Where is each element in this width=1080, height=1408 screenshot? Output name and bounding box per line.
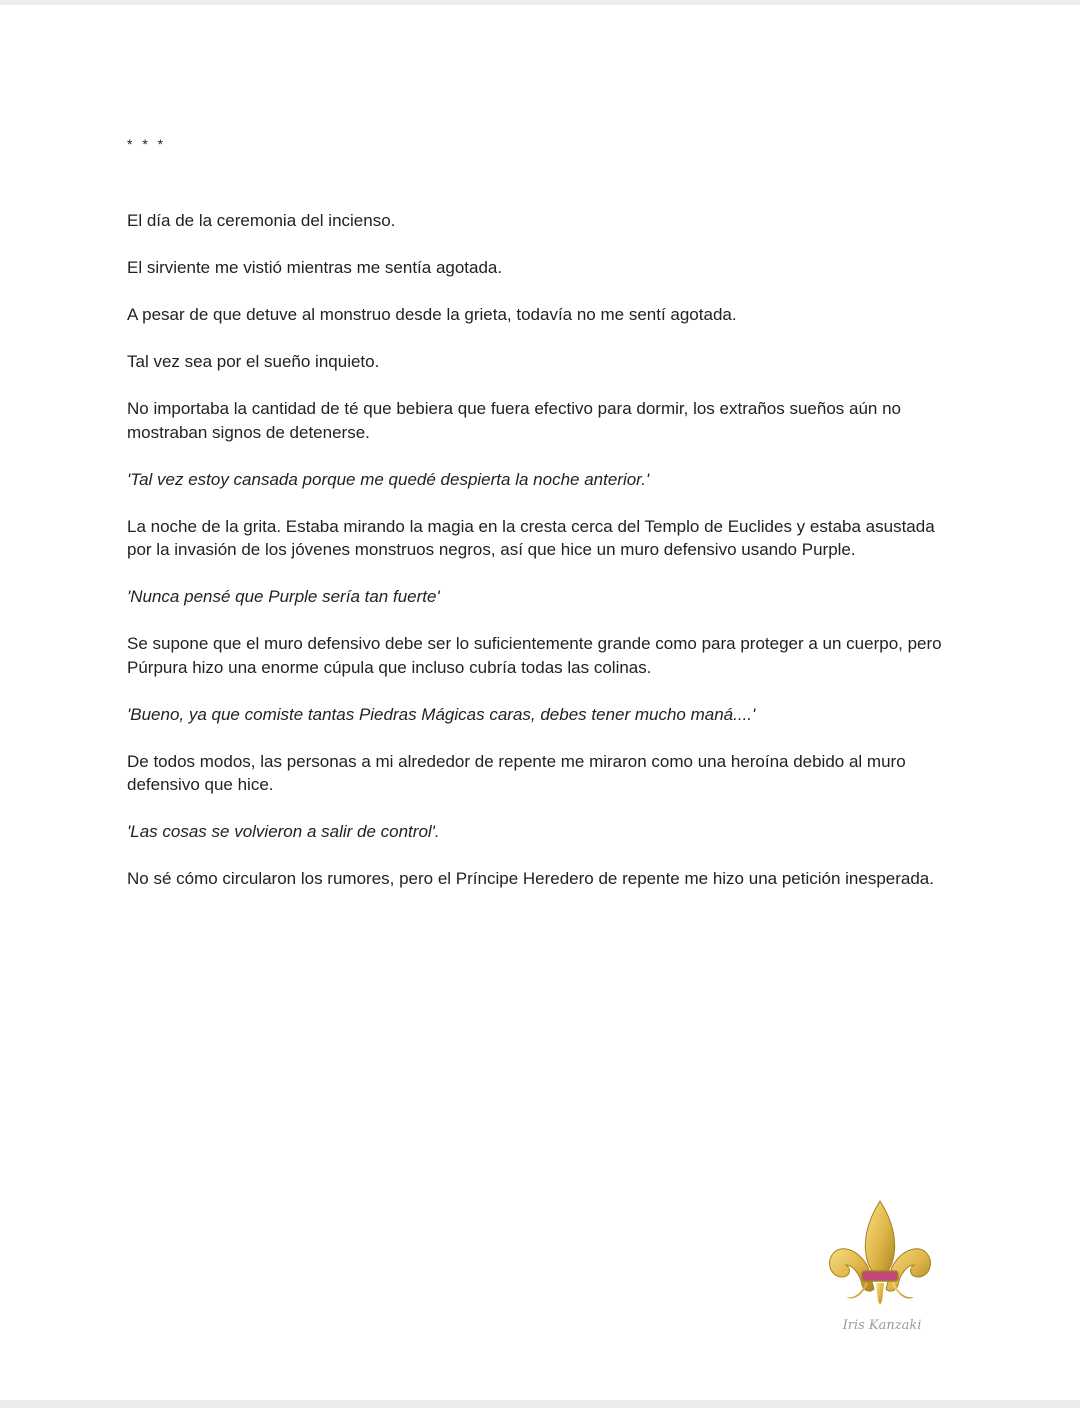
document-page [0, 5, 1080, 1400]
paragraph: A pesar de que detuve al monstruo desde la grieta, todavía no me sentí agotada. [127, 305, 737, 324]
fleur-de-lis-logo [822, 1193, 938, 1339]
paragraph: El sirviente me vistió mientras me sentía agotada. [127, 258, 503, 277]
italic-paragraph: 'Nunca pensé que Purple sería tan fuerte' [127, 587, 440, 606]
paragraph: Se supone que el muro defensivo debe ser lo suficientemente grande como para proteger a un cuerpo, pero Púrpura hizo una enorme cúpula que incluso cubría todas las colinas. [127, 634, 942, 677]
paragraph: No importaba la cantidad de té que bebiera que fuera efectivo para dormir, los extraños sueños aún no mostraban signos de detenerse. [127, 399, 901, 442]
paragraph-list [127, 209, 947, 891]
paragraph: De todos modos, las personas a mi alrededor de repente me miraron como una heroína debido al muro defensivo que hice. [127, 751, 906, 794]
svg-text:Iris Kanzaki: Iris Kanzaki [842, 1318, 922, 1333]
paragraph: La noche de la grita. Estaba mirando la magia en la cresta cerca del Templo de Euclides y estaba asustada por la invasión de los jóvenes monstruos negros, así que hice un muro defensivo usando Purple. [127, 516, 935, 559]
fleur-de-lis-icon [822, 1193, 938, 1339]
paragraph: El día de la ceremonia del incienso. [127, 211, 396, 230]
italic-paragraph: 'Bueno, ya que comiste tantas Piedras Mágicas caras, debes tener mucho maná....' [127, 704, 756, 724]
document-body [127, 135, 947, 914]
paragraph: No sé cómo circularon los rumores, pero el Príncipe Heredero de repente me hizo una petición inesperada. [127, 869, 934, 888]
italic-paragraph: 'Tal vez estoy cansada porque me quedé despierta la noche anterior.' [127, 469, 650, 489]
paragraph: Tal vez sea por el sueño inquieto. [127, 352, 380, 371]
italic-paragraph: 'Las cosas se volvieron a salir de control'. [127, 822, 440, 841]
scene-separator: * * * [127, 136, 167, 152]
